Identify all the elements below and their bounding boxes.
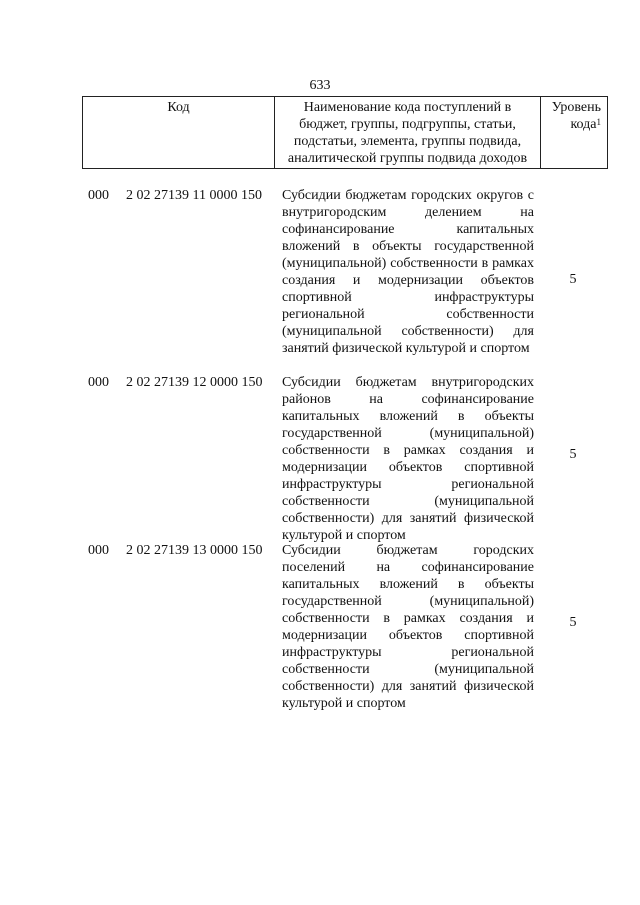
row-name: Субсидии бюджетам внутригородских районов на софинансирование капитальных вложений в объекты государственной (муниципальной) собственности в рамках создания и модернизации объектов спортивной инфраструктуры региональной собственности (муниципальной собственности) для занятий физической культурой и спортом — [282, 375, 534, 543]
row-code: 2 02 27139 11 0000 150 — [126, 188, 262, 203]
header-name: Наименование кода поступлений в бюджет, группы, подгруппы, статьи, подстатьи, элемента, группы подвида, аналитической группы подвида доходов — [275, 97, 541, 169]
row-level: 5 — [569, 447, 577, 462]
row-level: 5 — [569, 615, 577, 630]
row-level: 5 — [569, 272, 577, 287]
table-row — [82, 374, 608, 541]
header-level — [541, 97, 608, 169]
row-name: Субсидии бюджетам городских округов с внутригородским делением на софинансирование капитальных вложений в объекты государственной (муниципальной) собственности в рамках создания и модернизации объектов спортивной инфраструктуры региональной собственности (муниципальной собственности) для занятий физической культурой и спортом — [282, 188, 534, 356]
page-number: 633 — [309, 78, 331, 93]
row-name: Субсидии бюджетам городских поселений на софинансирование капитальных вложений в объекты государственной (муниципальной) собственности в рамках создания и модернизации объектов спортивной инфраструктуры региональной собственности (муниципальной собственности) для занятий физической культурой и спортом — [282, 543, 534, 711]
table-header — [82, 96, 608, 169]
header-row — [83, 97, 608, 169]
table-row — [82, 187, 608, 371]
row-prefix: 000 — [88, 543, 109, 558]
header-code: Код — [83, 97, 275, 169]
header-level-footnote: 1 — [596, 117, 601, 127]
row-code: 2 02 27139 12 0000 150 — [126, 375, 263, 390]
row-prefix: 000 — [88, 375, 109, 390]
row-prefix: 000 — [88, 188, 109, 203]
row-code: 2 02 27139 13 0000 150 — [126, 543, 263, 558]
header-level-label: Уровень кода — [551, 100, 601, 132]
table-row — [82, 542, 608, 709]
